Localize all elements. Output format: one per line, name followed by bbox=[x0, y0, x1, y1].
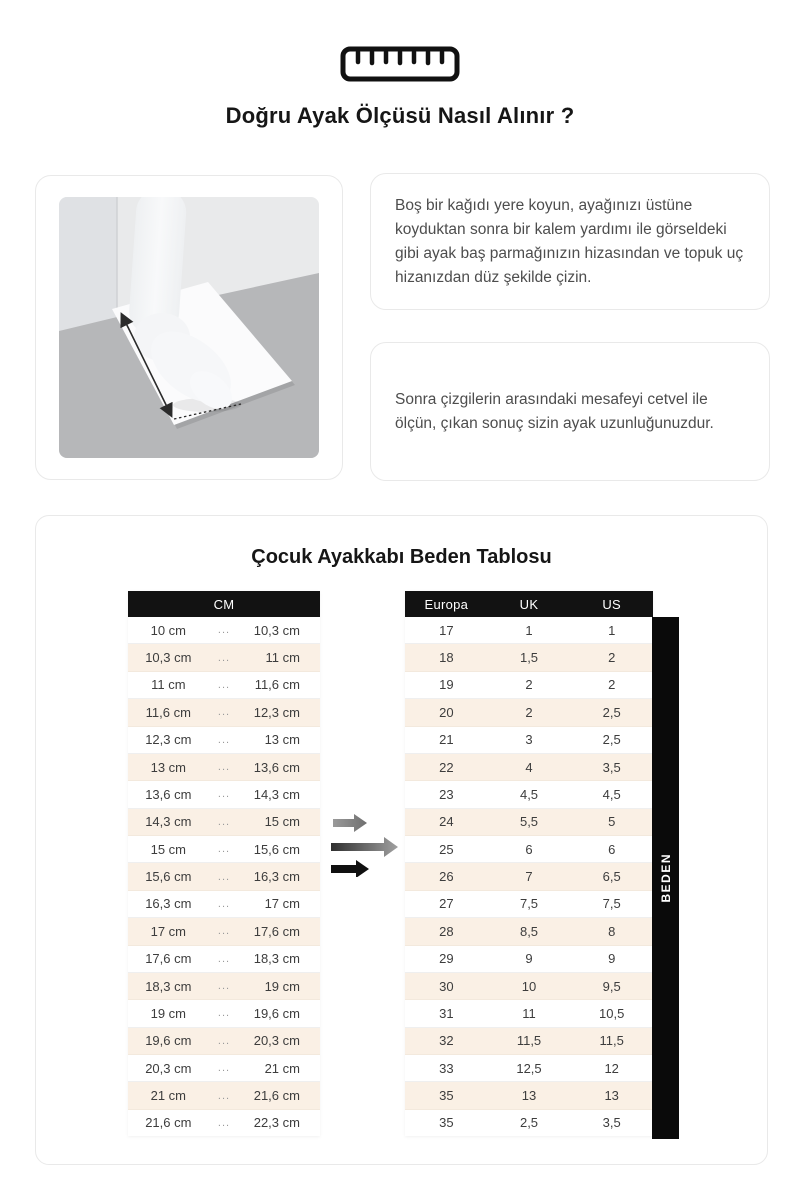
cm-table-row bbox=[128, 754, 320, 781]
cm-cell: 17,6 cm bbox=[253, 923, 300, 939]
cm-cell: 11,6 cm bbox=[254, 677, 300, 693]
cm-cell: ... bbox=[217, 1007, 231, 1020]
cm-cell: 21,6 cm bbox=[253, 1088, 300, 1104]
size-cell: 6 bbox=[525, 841, 533, 857]
size-cell: 2 bbox=[525, 704, 533, 720]
size-cell: 2,5 bbox=[519, 1115, 539, 1131]
size-table-body bbox=[405, 617, 653, 1136]
size-cell: 2 bbox=[525, 677, 533, 693]
size-table-row bbox=[405, 1000, 653, 1027]
cm-cell: 11 cm bbox=[265, 650, 300, 666]
size-cell: 28 bbox=[439, 923, 454, 939]
cm-cell: 12,3 cm bbox=[145, 732, 192, 748]
cm-table-row bbox=[128, 727, 320, 754]
size-cell: 5 bbox=[608, 814, 616, 830]
beden-side-label bbox=[652, 617, 679, 1139]
size-cell: 2 bbox=[608, 650, 616, 666]
cm-cell: ... bbox=[217, 1116, 231, 1129]
arrows-right-icon bbox=[329, 811, 401, 882]
cm-table-row bbox=[128, 809, 320, 836]
cm-cell: 13 cm bbox=[264, 732, 300, 748]
cm-table-row bbox=[128, 1000, 320, 1027]
cm-table-row bbox=[128, 672, 320, 699]
size-table-row bbox=[405, 781, 653, 808]
cm-table-body bbox=[128, 617, 320, 1136]
header-uk: UK bbox=[519, 596, 539, 612]
cm-cell: ... bbox=[217, 788, 231, 801]
size-cell: 11 bbox=[522, 1005, 536, 1021]
size-table-row bbox=[405, 1055, 653, 1082]
cm-cell: ... bbox=[217, 897, 231, 910]
cm-cell: ... bbox=[217, 678, 231, 691]
cm-cell: ... bbox=[217, 980, 231, 993]
size-cell: 10,5 bbox=[599, 1005, 625, 1021]
size-table-row bbox=[405, 672, 653, 699]
size-cell: 7,5 bbox=[519, 896, 539, 912]
cm-table-row bbox=[128, 946, 320, 973]
cm-cell: 13,6 cm bbox=[145, 786, 192, 802]
shoe-size-table bbox=[405, 591, 653, 1136]
size-cell: 1 bbox=[608, 622, 616, 638]
size-cell: 13 bbox=[521, 1088, 537, 1104]
cm-cell: 10,3 cm bbox=[253, 622, 300, 638]
size-cell: 35 bbox=[439, 1115, 454, 1131]
size-cell: 4 bbox=[525, 759, 533, 775]
cm-cell: 18,3 cm bbox=[145, 978, 192, 994]
cm-cell: 22,3 cm bbox=[253, 1115, 300, 1131]
size-cell: 4,5 bbox=[519, 786, 539, 802]
size-cell: 9 bbox=[608, 951, 616, 967]
cm-cell: 15,6 cm bbox=[253, 841, 300, 857]
size-table-title: Çocuk Ayakkabı Beden Tablosu bbox=[251, 546, 552, 568]
size-cell: 11,5 bbox=[516, 1033, 542, 1049]
cm-cell: ... bbox=[217, 733, 231, 746]
cm-table-row bbox=[128, 1082, 320, 1109]
size-cell: 23 bbox=[439, 786, 454, 802]
size-cell: 10 bbox=[521, 978, 537, 994]
cm-cell: ... bbox=[217, 651, 231, 664]
cm-cell: ... bbox=[217, 1034, 231, 1047]
size-cell: 26 bbox=[439, 869, 454, 885]
cm-cell: 14,3 cm bbox=[253, 786, 300, 802]
cm-table-row bbox=[128, 836, 320, 863]
cm-cell: 17 cm bbox=[264, 896, 300, 912]
size-cell: 8,5 bbox=[519, 923, 539, 939]
cm-cell: ... bbox=[217, 925, 231, 938]
size-cell: 3,5 bbox=[602, 759, 621, 775]
cm-table-row bbox=[128, 891, 320, 918]
cm-cell: 19 cm bbox=[150, 1005, 187, 1021]
size-cell: 2,5 bbox=[602, 704, 621, 720]
cm-table-row bbox=[128, 1028, 320, 1055]
cm-cell: 11,6 cm bbox=[145, 704, 191, 720]
size-table-card bbox=[35, 515, 768, 1165]
cm-table-row bbox=[128, 863, 320, 890]
cm-table-row bbox=[128, 617, 320, 644]
size-table-row bbox=[405, 1082, 653, 1109]
cm-cell: ... bbox=[217, 1089, 231, 1102]
page-title: Doğru Ayak Ölçüsü Nasıl Alınır ? bbox=[225, 103, 575, 128]
size-cell: 31 bbox=[439, 1005, 454, 1021]
size-cell: 30 bbox=[439, 978, 454, 994]
cm-cell: 17 cm bbox=[150, 923, 187, 939]
size-table-row bbox=[405, 918, 653, 945]
header-us: US bbox=[602, 596, 622, 612]
size-table-row bbox=[405, 727, 653, 754]
cm-header-label: CM bbox=[213, 596, 235, 612]
cm-cell: ... bbox=[217, 706, 231, 719]
size-cell: 25 bbox=[439, 841, 454, 857]
cm-table-row bbox=[128, 644, 320, 671]
size-cell: 9 bbox=[525, 951, 533, 967]
cm-cell: 20,3 cm bbox=[145, 1060, 192, 1076]
size-table-header bbox=[405, 591, 653, 617]
cm-cell: 16,3 cm bbox=[145, 896, 192, 912]
size-cell: 29 bbox=[439, 951, 454, 967]
size-cell: 24 bbox=[439, 814, 454, 830]
size-cell: 2 bbox=[608, 677, 616, 693]
ruler-icon bbox=[0, 46, 800, 87]
size-table-row bbox=[405, 973, 653, 1000]
cm-range-table bbox=[128, 591, 320, 1136]
size-table-row bbox=[405, 644, 653, 671]
size-cell: 32 bbox=[439, 1033, 454, 1049]
cm-cell: 21,6 cm bbox=[145, 1115, 192, 1131]
instruction-step-1-text: Boş bir kağıdı yere koyun, ayağınızı üstüne koyduktan sonra bir kalem yardımı ile görseldeki gibi ayak baş parmağınızın hizasından ve topuk uç hizanızdan düz şekilde çizin. bbox=[395, 196, 744, 286]
instruction-step-1 bbox=[370, 173, 770, 310]
size-cell: 13 bbox=[604, 1088, 619, 1104]
cm-table-row bbox=[128, 1110, 320, 1136]
size-table-row bbox=[405, 617, 653, 644]
size-table-row bbox=[405, 699, 653, 726]
size-cell: 2,5 bbox=[602, 732, 621, 748]
cm-cell: 15,6 cm bbox=[145, 869, 192, 885]
foot-measurement-photo bbox=[59, 197, 319, 458]
size-cell: 27 bbox=[439, 896, 454, 912]
cm-table-row bbox=[128, 781, 320, 808]
size-cell: 7,5 bbox=[602, 896, 621, 912]
measurement-photo-card bbox=[35, 175, 343, 480]
size-cell: 35 bbox=[439, 1088, 454, 1104]
size-cell: 17 bbox=[439, 622, 454, 638]
cm-cell: ... bbox=[217, 843, 231, 856]
cm-cell: 13,6 cm bbox=[253, 759, 300, 775]
cm-cell: 15 cm bbox=[150, 841, 187, 857]
size-cell: 5,5 bbox=[519, 814, 539, 830]
size-table-row bbox=[405, 891, 653, 918]
size-table-row bbox=[405, 809, 653, 836]
size-cell: 1,5 bbox=[519, 650, 539, 666]
size-cell: 4,5 bbox=[602, 786, 621, 802]
cm-cell: 12,3 cm bbox=[253, 704, 300, 720]
size-cell: 11,5 bbox=[599, 1033, 624, 1049]
size-cell: 12 bbox=[604, 1060, 619, 1076]
cm-cell: 13 cm bbox=[150, 759, 187, 775]
size-cell: 22 bbox=[439, 759, 454, 775]
size-cell: 18 bbox=[439, 650, 454, 666]
header-europa: Europa bbox=[424, 596, 469, 612]
size-table-row bbox=[405, 836, 653, 863]
cm-cell: 18,3 cm bbox=[253, 951, 300, 967]
cm-cell: 21 cm bbox=[150, 1088, 187, 1104]
cm-cell: ... bbox=[217, 1062, 231, 1075]
size-cell: 1 bbox=[525, 622, 533, 638]
size-table-row bbox=[405, 1028, 653, 1055]
cm-cell: 16,3 cm bbox=[253, 869, 300, 885]
size-cell: 33 bbox=[439, 1060, 454, 1076]
cm-cell: 14,3 cm bbox=[145, 814, 192, 830]
size-cell: 8 bbox=[608, 923, 616, 939]
size-cell: 3 bbox=[525, 732, 533, 748]
cm-table-header bbox=[128, 591, 320, 617]
size-table-row bbox=[405, 863, 653, 890]
size-cell: 6 bbox=[608, 841, 616, 857]
cm-cell: ... bbox=[217, 952, 231, 965]
cm-cell: 11 cm bbox=[151, 677, 186, 693]
cm-table-row bbox=[128, 1055, 320, 1082]
cm-cell: ... bbox=[217, 815, 231, 828]
instruction-step-2-text: Sonra çizgilerin arasındaki mesafeyi cetvel ile ölçün, çıkan sonuç sizin ayak uzunluğunuzdur. bbox=[395, 390, 714, 432]
cm-cell: 17,6 cm bbox=[145, 951, 192, 967]
size-cell: 19 bbox=[439, 677, 454, 693]
cm-table-row bbox=[128, 973, 320, 1000]
size-cell: 12,5 bbox=[516, 1060, 542, 1076]
cm-cell: 15 cm bbox=[264, 814, 300, 830]
cm-cell: ... bbox=[217, 870, 231, 883]
cm-cell: 19,6 cm bbox=[253, 1005, 300, 1021]
cm-cell: 19 cm bbox=[264, 978, 300, 994]
size-cell: 9,5 bbox=[602, 978, 621, 994]
cm-cell: 10 cm bbox=[150, 622, 187, 638]
size-cell: 6,5 bbox=[602, 869, 621, 885]
size-table-row bbox=[405, 754, 653, 781]
size-cell: 21 bbox=[439, 732, 454, 748]
size-cell: 7 bbox=[525, 869, 533, 885]
beden-label-text: BEDEN bbox=[658, 853, 673, 903]
cm-cell: 10,3 cm bbox=[145, 650, 192, 666]
size-cell: 3,5 bbox=[602, 1115, 621, 1131]
size-table-row bbox=[405, 946, 653, 973]
cm-table-row bbox=[128, 918, 320, 945]
cm-cell: 19,6 cm bbox=[145, 1033, 192, 1049]
instruction-step-2 bbox=[370, 342, 770, 481]
cm-cell: ... bbox=[217, 624, 231, 637]
cm-table-row bbox=[128, 699, 320, 726]
size-cell: 20 bbox=[439, 704, 454, 720]
cm-cell: 21 cm bbox=[264, 1060, 300, 1076]
cm-cell: 20,3 cm bbox=[253, 1033, 300, 1049]
cm-cell: ... bbox=[217, 761, 231, 774]
size-table-row bbox=[405, 1110, 653, 1136]
